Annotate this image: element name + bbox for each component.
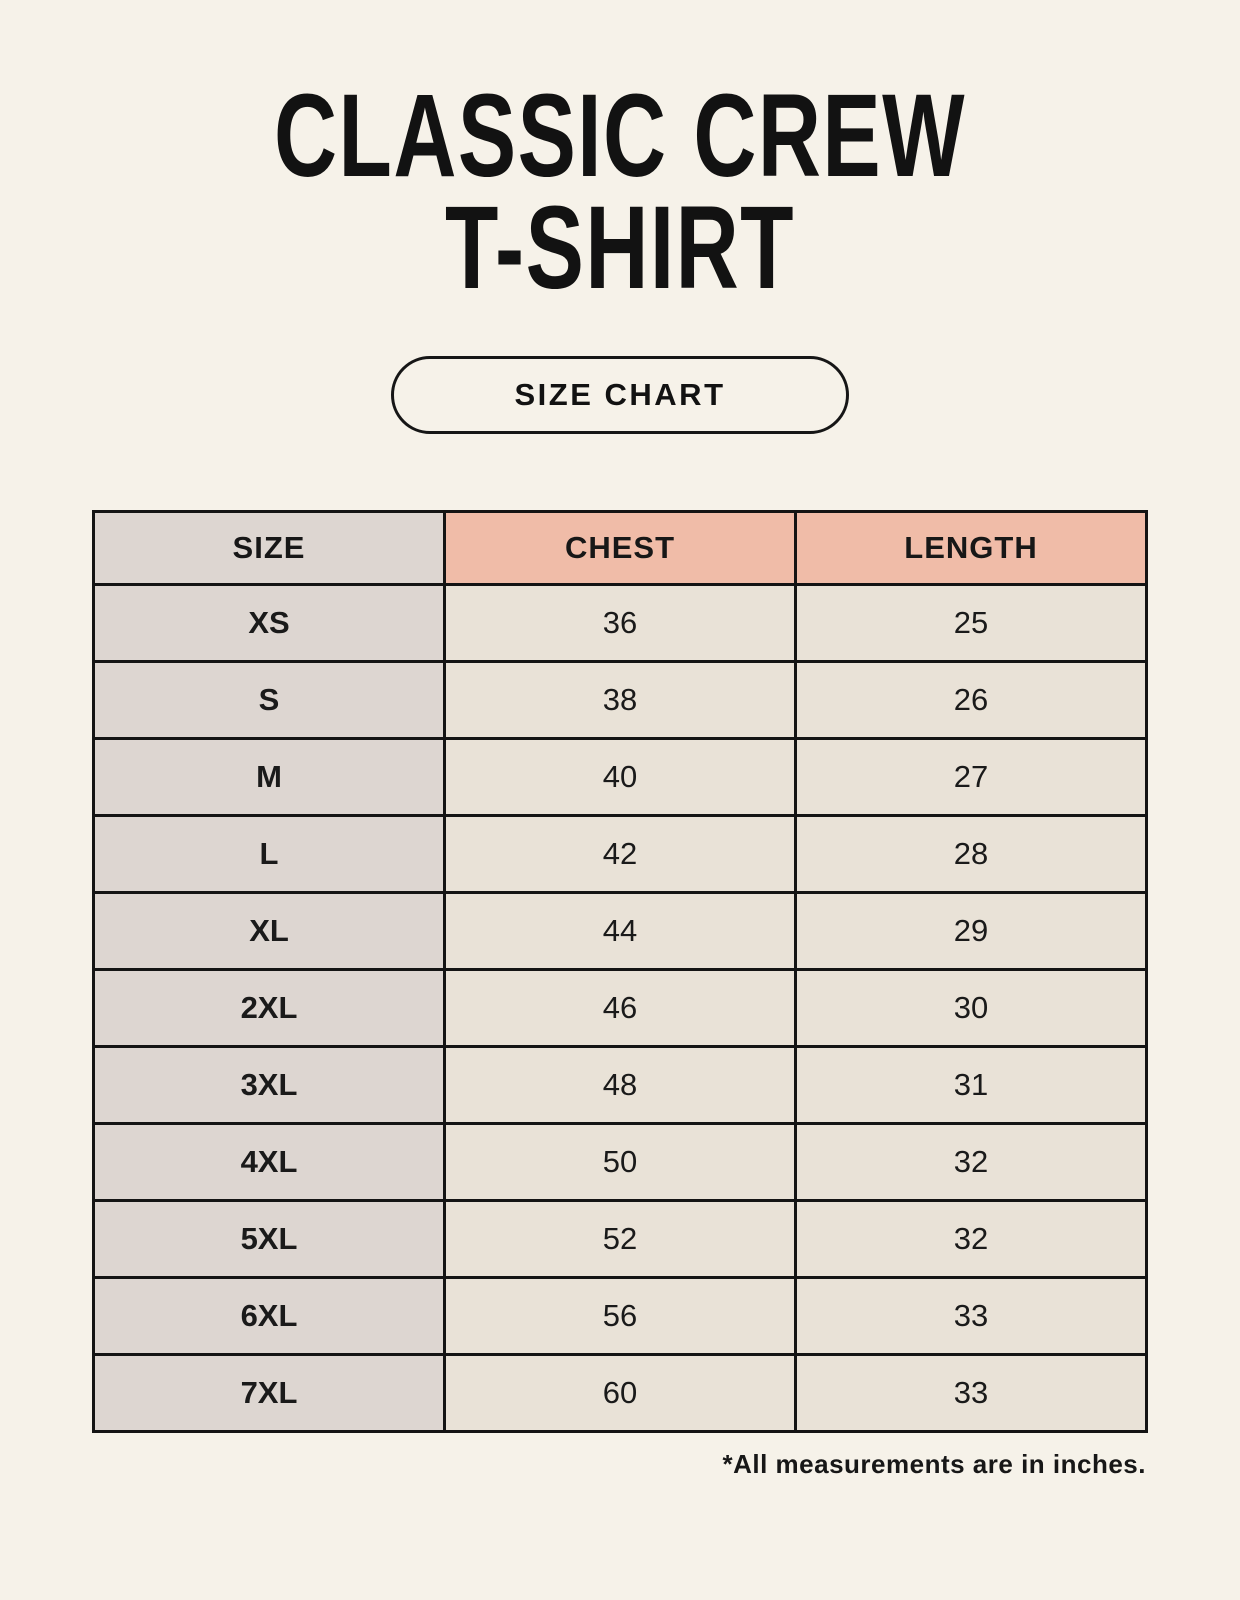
header-row [94, 512, 1147, 585]
table-row [94, 1278, 1147, 1355]
length-value-cell: 32 [796, 1201, 1147, 1278]
size-label-cell: 7XL [94, 1355, 445, 1432]
length-value-cell: 25 [796, 585, 1147, 662]
length-value-cell: 26 [796, 662, 1147, 739]
length-value-cell: 29 [796, 893, 1147, 970]
size-label-cell: M [94, 739, 445, 816]
size-label-cell: L [94, 816, 445, 893]
table-row [94, 1047, 1147, 1124]
length-value-cell: 32 [796, 1124, 1147, 1201]
length-value-cell: 27 [796, 739, 1147, 816]
chest-value-cell: 60 [445, 1355, 796, 1432]
length-value-cell: 33 [796, 1278, 1147, 1355]
chest-value-cell: 36 [445, 585, 796, 662]
chest-value-cell: 48 [445, 1047, 796, 1124]
chest-value-cell: 38 [445, 662, 796, 739]
table-row [94, 739, 1147, 816]
size-chart-badge-label: SIZE CHART [514, 377, 726, 413]
column-header-size: SIZE [94, 512, 445, 585]
column-header-chest: CHEST [445, 512, 796, 585]
chest-value-cell: 50 [445, 1124, 796, 1201]
chest-value-cell: 44 [445, 893, 796, 970]
table-row [94, 1355, 1147, 1432]
title-line-1: CLASSIC CREW [273, 70, 967, 202]
title-line-2: T-SHIRT [445, 182, 795, 315]
size-chart-badge [391, 356, 849, 434]
chest-value-cell: 52 [445, 1201, 796, 1278]
chest-value-cell: 46 [445, 970, 796, 1047]
length-value-cell: 31 [796, 1047, 1147, 1124]
size-label-cell: 2XL [94, 970, 445, 1047]
length-value-cell: 30 [796, 970, 1147, 1047]
chest-value-cell: 56 [445, 1278, 796, 1355]
length-value-cell: 33 [796, 1355, 1147, 1432]
size-table-body [94, 585, 1147, 1432]
table-row [94, 585, 1147, 662]
table-row [94, 893, 1147, 970]
page-title [161, 0, 1079, 315]
size-label-cell: XS [94, 585, 445, 662]
length-value-cell: 28 [796, 816, 1147, 893]
size-label-cell: 5XL [94, 1201, 445, 1278]
size-label-cell: 4XL [94, 1124, 445, 1201]
table-row [94, 1201, 1147, 1278]
table-row [94, 816, 1147, 893]
size-label-cell: S [94, 662, 445, 739]
size-label-cell: 6XL [94, 1278, 445, 1355]
table-row [94, 970, 1147, 1047]
size-chart-badge-row [0, 356, 1240, 434]
size-label-cell: XL [94, 893, 445, 970]
chest-value-cell: 40 [445, 739, 796, 816]
table-row [94, 1124, 1147, 1201]
size-table [92, 510, 1148, 1433]
size-label-cell: 3XL [94, 1047, 445, 1124]
table-row [94, 662, 1147, 739]
chest-value-cell: 42 [445, 816, 796, 893]
measurements-footnote: *All measurements are in inches. [722, 1449, 1146, 1480]
size-table-header [94, 512, 1147, 585]
column-header-length: LENGTH [796, 512, 1147, 585]
